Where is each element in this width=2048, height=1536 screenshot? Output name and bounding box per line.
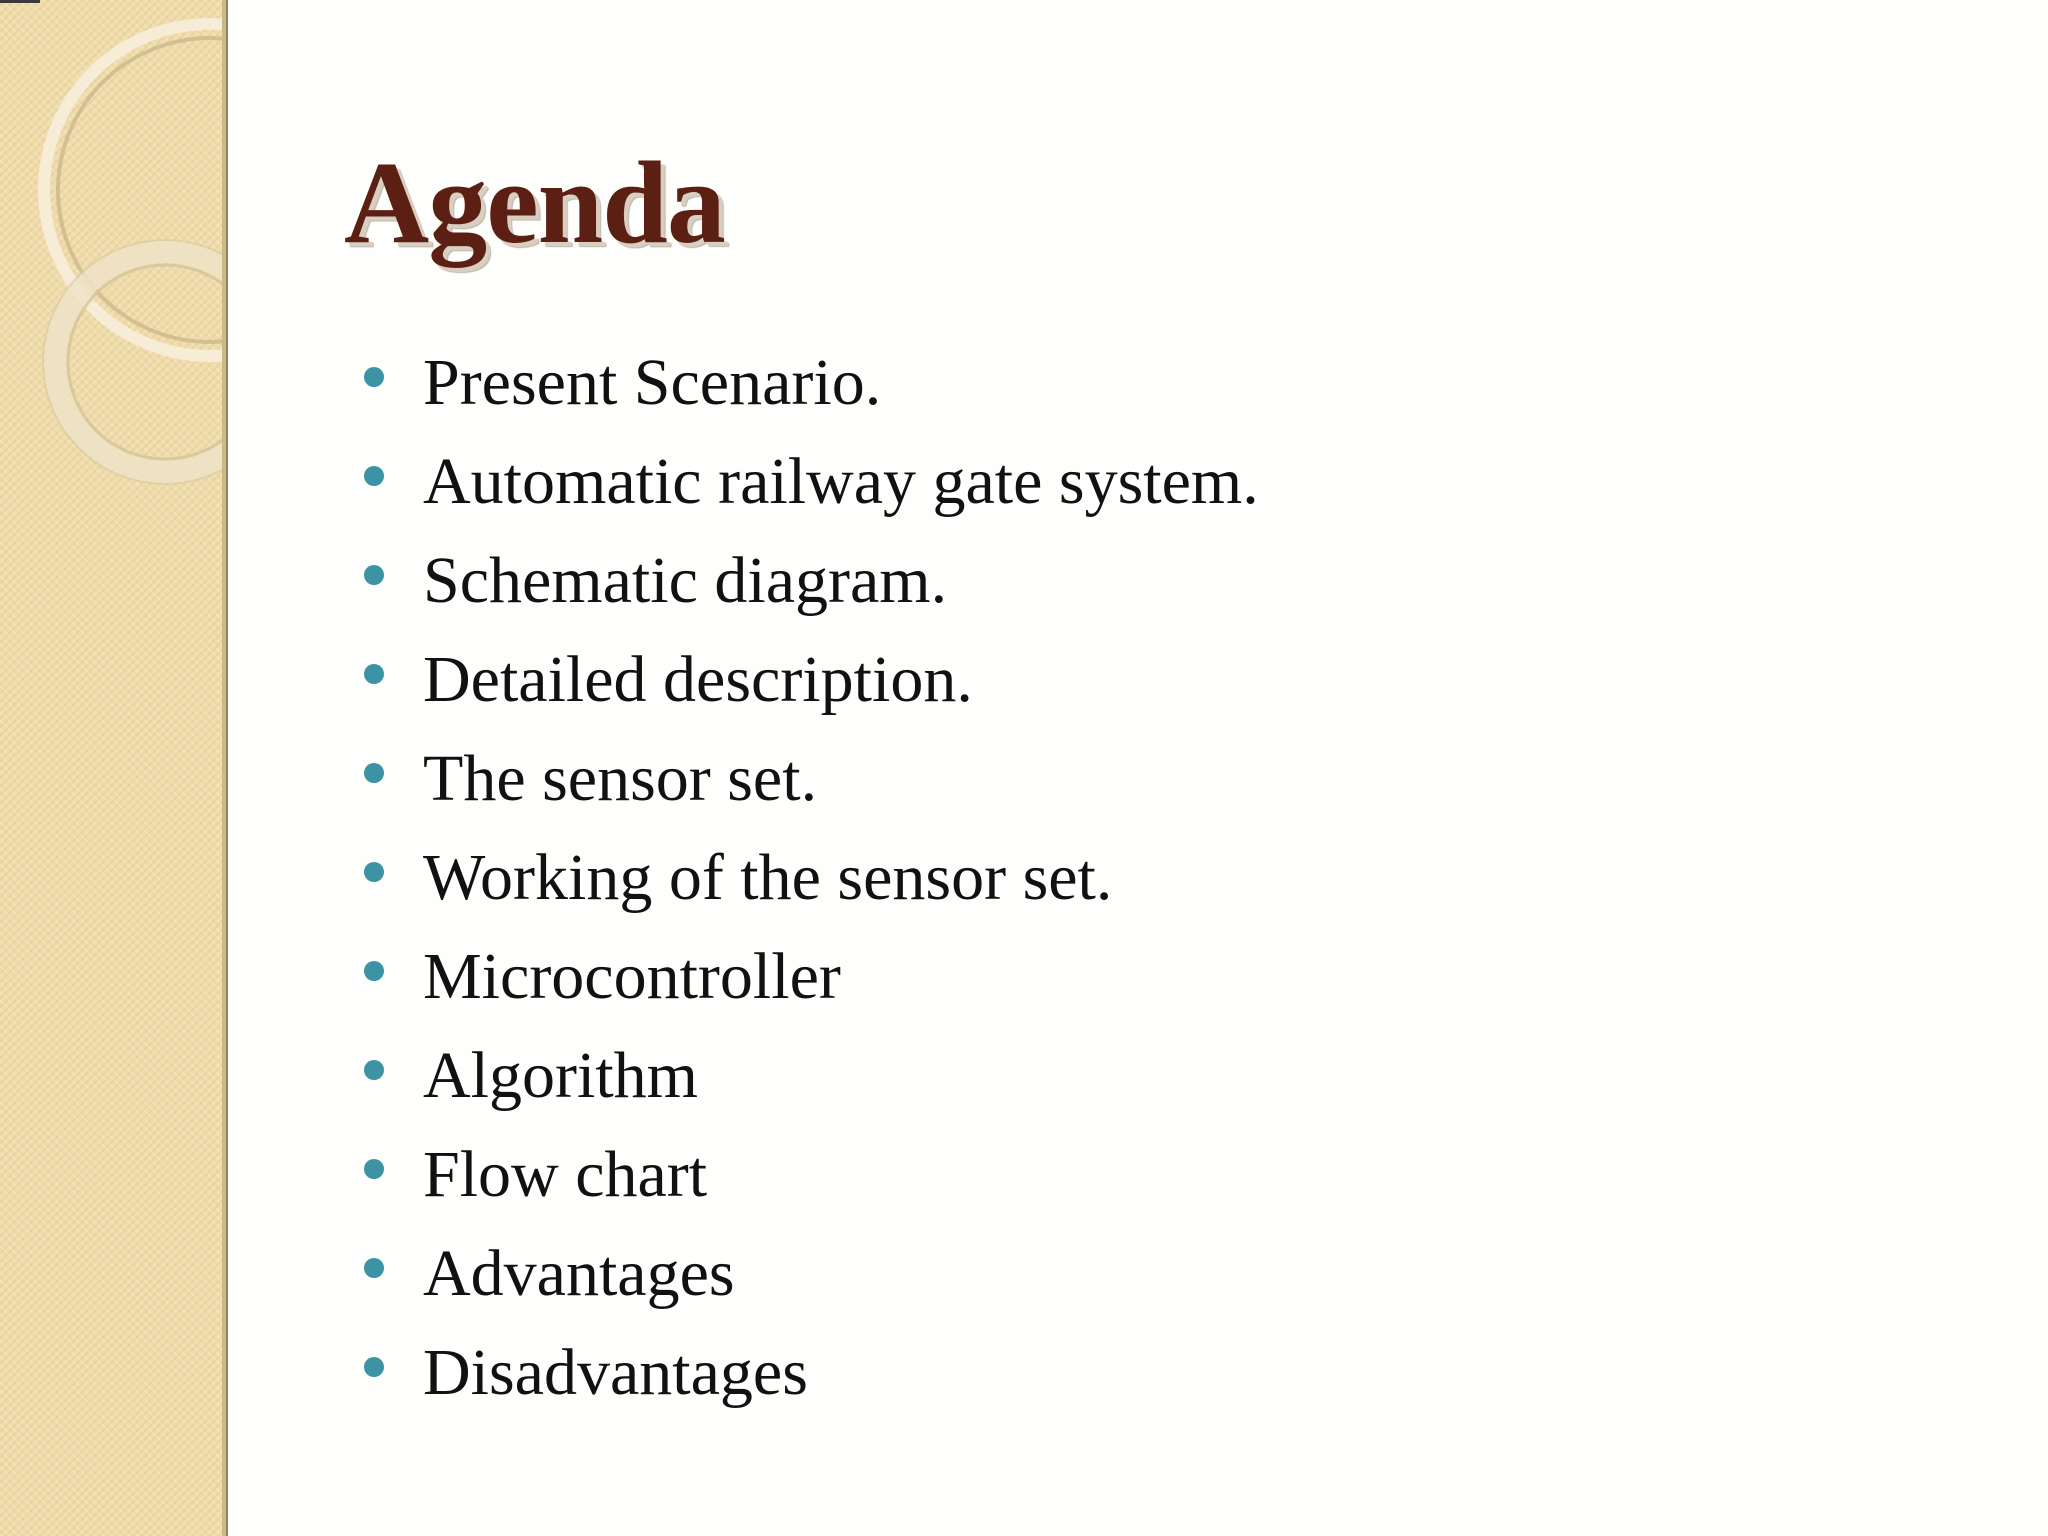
agenda-item-label: Detailed description.: [423, 643, 973, 716]
side-panel: [0, 0, 228, 1536]
slide-title: Agenda: [344, 137, 725, 268]
bullet-dot-icon: [364, 763, 384, 783]
agenda-item-label: Flow chart: [423, 1138, 708, 1211]
bullet-dot-icon: [364, 1357, 384, 1377]
agenda-item-label: Disadvantages: [423, 1336, 808, 1409]
bullet-dot-icon: [364, 565, 384, 585]
bullet-dot-icon: [364, 466, 384, 486]
bullet-dot-icon: [364, 367, 384, 387]
agenda-item-label: Present Scenario.: [423, 346, 882, 419]
agenda-item-label: Advantages: [423, 1237, 735, 1310]
agenda-item-label: The sensor set.: [423, 742, 818, 815]
agenda-item-label: Automatic railway gate system.: [423, 445, 1259, 518]
agenda-item-label: Working of the sensor set.: [423, 841, 1113, 914]
bullet-dot-icon: [364, 862, 384, 882]
agenda-item-label: Schematic diagram.: [423, 544, 948, 617]
bullet-dot-icon: [364, 1258, 384, 1278]
decorative-rings-icon: [0, 0, 228, 520]
bullet-dot-icon: [364, 1060, 384, 1080]
bullet-dot-icon: [364, 961, 384, 981]
agenda-item-label: Algorithm: [423, 1039, 698, 1112]
side-panel-border: [226, 0, 228, 1536]
bullet-dot-icon: [364, 1159, 384, 1179]
bullet-dot-icon: [364, 664, 384, 684]
agenda-item-label: Microcontroller: [423, 940, 841, 1013]
